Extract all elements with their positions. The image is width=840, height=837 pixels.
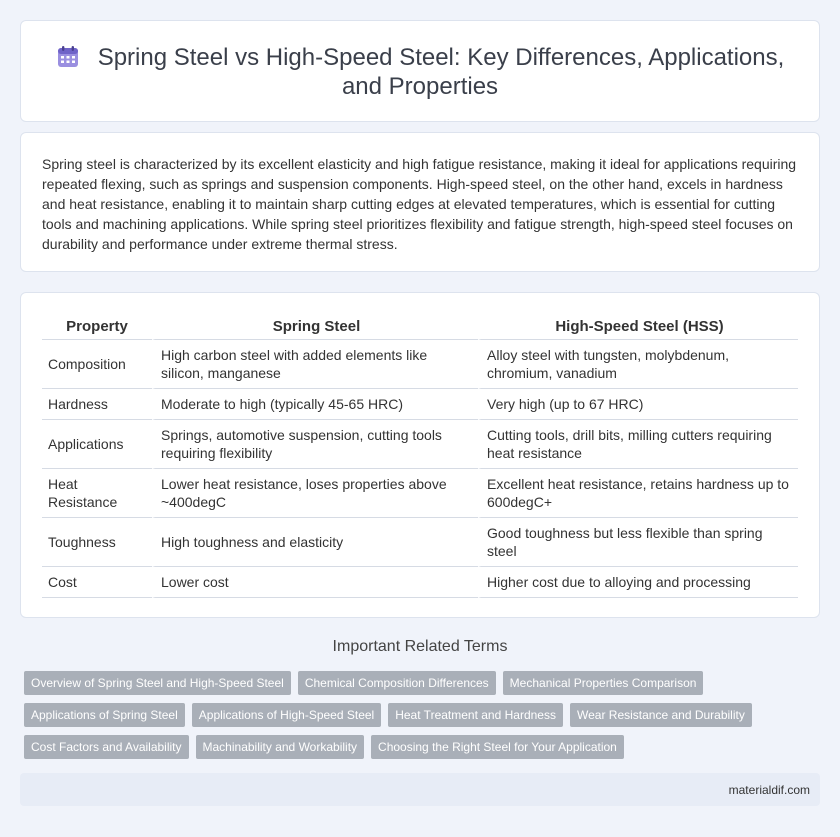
row-property: Composition: [42, 340, 152, 389]
intro-card: [20, 132, 820, 272]
related-terms-list: [24, 671, 804, 767]
related-term-tag[interactable]: Heat Treatment and Hardness: [388, 703, 563, 727]
table-row: [42, 389, 798, 420]
title-card: [20, 20, 820, 122]
intro-text: Spring steel is characterized by its excellent elasticity and high fatigue resistance, making it ideal for applications requiring repeated flexing, such as springs and suspension components. High-speed steel, on the other hand, excels in hardness and heat resistance, enabling it to maintain sharp cutting edges at elevated temperatures, which is essential for cutting tools and machining applications. While spring steel prioritizes flexibility and fatigue strength, high-speed steel focuses on durability and performance under extreme thermal stress.: [42, 156, 797, 252]
related-term-tag[interactable]: Chemical Composition Differences: [298, 671, 496, 695]
title-line-2: and Properties: [341, 73, 499, 100]
row-property: Applications: [42, 420, 152, 469]
page-title: [21, 43, 819, 101]
row-hss: Excellent heat resistance, retains hardness up to 600degC+: [478, 469, 798, 518]
row-property: Toughness: [42, 518, 152, 567]
tag-row: [24, 703, 804, 727]
related-term-tag[interactable]: Cost Factors and Availability: [24, 735, 189, 759]
row-hss: Cutting tools, drill bits, milling cutters requiring heat resistance: [478, 420, 798, 469]
row-spring-steel: Moderate to high (typically 45-65 HRC): [152, 389, 478, 420]
row-spring-steel: Lower cost: [152, 567, 478, 598]
related-term-tag[interactable]: Machinability and Workability: [196, 735, 365, 759]
row-spring-steel: High carbon steel with added elements like silicon, manganese: [152, 340, 478, 389]
comparison-table: [42, 313, 798, 598]
footer-site-link[interactable]: materialdif.com: [728, 783, 810, 797]
column-header-property: Property: [42, 313, 152, 340]
column-header-spring-steel: Spring Steel: [152, 313, 478, 340]
related-term-tag[interactable]: Overview of Spring Steel and High-Speed Steel: [24, 671, 291, 695]
row-property: Hardness: [42, 389, 152, 420]
row-property: Heat Resistance: [42, 469, 152, 518]
column-header-hss: High-Speed Steel (HSS): [478, 313, 798, 340]
row-hss: Alloy steel with tungsten, molybdenum, chromium, vanadium: [478, 340, 798, 389]
title-line-1: Spring Steel vs High-Speed Steel: Key Differences, Applications,: [97, 44, 785, 71]
calendar-icon: [56, 45, 80, 69]
row-hss: Very high (up to 67 HRC): [478, 389, 798, 420]
related-terms-title: Important Related Terms: [332, 638, 508, 655]
related-term-tag[interactable]: Applications of High-Speed Steel: [192, 703, 381, 727]
tag-row: [24, 735, 804, 759]
table-row: [42, 469, 798, 518]
table-row: [42, 567, 798, 598]
table-header-row: [42, 313, 798, 340]
tag-row: [24, 671, 804, 695]
table-row: [42, 420, 798, 469]
row-spring-steel: High toughness and elasticity: [152, 518, 478, 567]
row-hss: Good toughness but less flexible than spring steel: [478, 518, 798, 567]
related-term-tag[interactable]: Choosing the Right Steel for Your Application: [371, 735, 624, 759]
table-row: [42, 518, 798, 567]
related-term-tag[interactable]: Mechanical Properties Comparison: [503, 671, 704, 695]
related-term-tag[interactable]: Wear Resistance and Durability: [570, 703, 752, 727]
comparison-card: [20, 292, 820, 618]
footer: [20, 773, 820, 806]
table-row: [42, 340, 798, 389]
row-hss: Higher cost due to alloying and processing: [478, 567, 798, 598]
row-spring-steel: Lower heat resistance, loses properties above ~400degC: [152, 469, 478, 518]
row-property: Cost: [42, 567, 152, 598]
related-term-tag[interactable]: Applications of Spring Steel: [24, 703, 185, 727]
row-spring-steel: Springs, automotive suspension, cutting tools requiring flexibility: [152, 420, 478, 469]
